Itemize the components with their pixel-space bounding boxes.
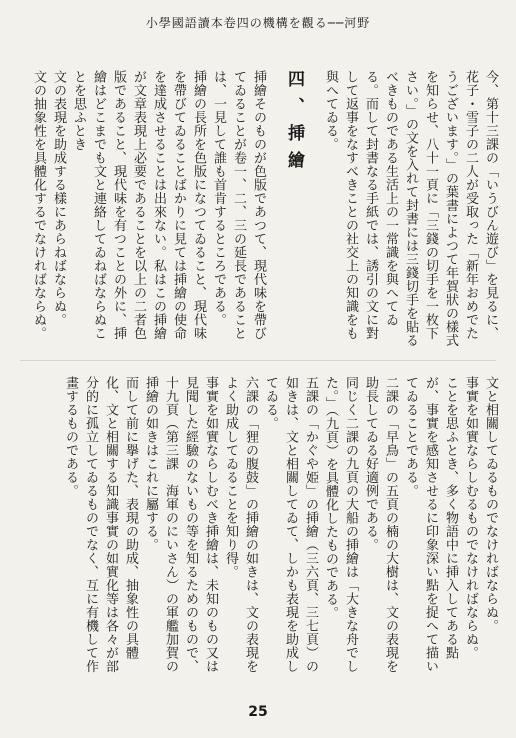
paragraph: 挿繪の長所を色版になつてゐること、現代味を帶びてゐることばかりに見ては挿繪の使命を達成させることは出來ない。私はこの挿繪が文章表現上必要であることを以上の二者色版であること、現代味を有つことの外に、挿繪はどこまでも文と連絡してゐねばならぬことを思ふとき: [71, 70, 206, 340]
paragraph: 事實を如實ならしむべき挿繪は、未知のもの又は見聞した經驗のないもの等を知るためのもので、十九頁（第三課 海軍のにいさん）の軍艦加賀の挿繪の如きはこれに屬する。: [143, 376, 218, 673]
paragraph: 而して前に擧げた、表現の助成、抽象性の具體化、文と相關する知識事實の如實化等は各々が部分的に孤立してゐるものでなく、互に有機して作畫するものである。: [63, 376, 138, 673]
paragraph: ことを思ふとき、多く物語中に挿入してある點が、事實を感知させるに印象深い點を捉へて描いてゐることである。: [403, 376, 458, 673]
paragraph: 文の抽象性を具體化するでなければならぬ。: [31, 70, 46, 340]
top-text-block: [14, 70, 500, 348]
paragraph: 今、第十三課の「いうびん遊び」を見るに、花子・雪子の二人が受取った「新年おめでたうございます。」の葉書によつて年賀狀の樣式を知らせ、八十一頁に「三錢の切手を一枚下さい。」の文を入れて封書には三錢切手を貼るべきものである生活上の一常識を與へてゐる。而して封書なる手紙では、誘引の文に對して返事をなすべきことの社交上の知識をも與へてゐる。: [323, 70, 498, 347]
paragraph: 文と相關してゐるものでなければならぬ。: [483, 376, 498, 633]
paragraph: 事實を如實ならしむるものでなければならぬ。: [463, 376, 478, 660]
page-divider: [20, 360, 496, 361]
section-heading: 四、挿繪: [284, 70, 304, 178]
paragraph: 六課の「狸の腹鼓」の挿繪の如きは、文の表現をよく助成してゐることを知り得。: [223, 376, 258, 673]
paragraph: 文の表現を助成する樣にあらねばならぬ。: [51, 70, 66, 327]
running-header: 小學國語讀本卷四の機構を觀る──河野: [145, 16, 371, 30]
paragraph: 同じく二課の九頁の大船の挿繪は「大きな舟でした。」（九頁）を具體化したものである。: [323, 376, 358, 673]
page-number: 25: [248, 704, 268, 720]
paragraph: 挿繪そのものが色版であつて、現代味を帶びてゐることが卷一、二、三の延長であることは、一見して誰も首肯するところである。: [211, 70, 266, 340]
bottom-text-block: [14, 376, 500, 676]
paragraph: 五課の「かぐや姫」の挿繪（三六頁、三七頁）の如きは、文と相關してゐて、しかも表現を助成してゐる。: [263, 376, 318, 673]
paragraph: 二課の「早鳥」の五頁の楠の大樹は、文の表現を助長してゐる好適例である。: [363, 376, 398, 673]
